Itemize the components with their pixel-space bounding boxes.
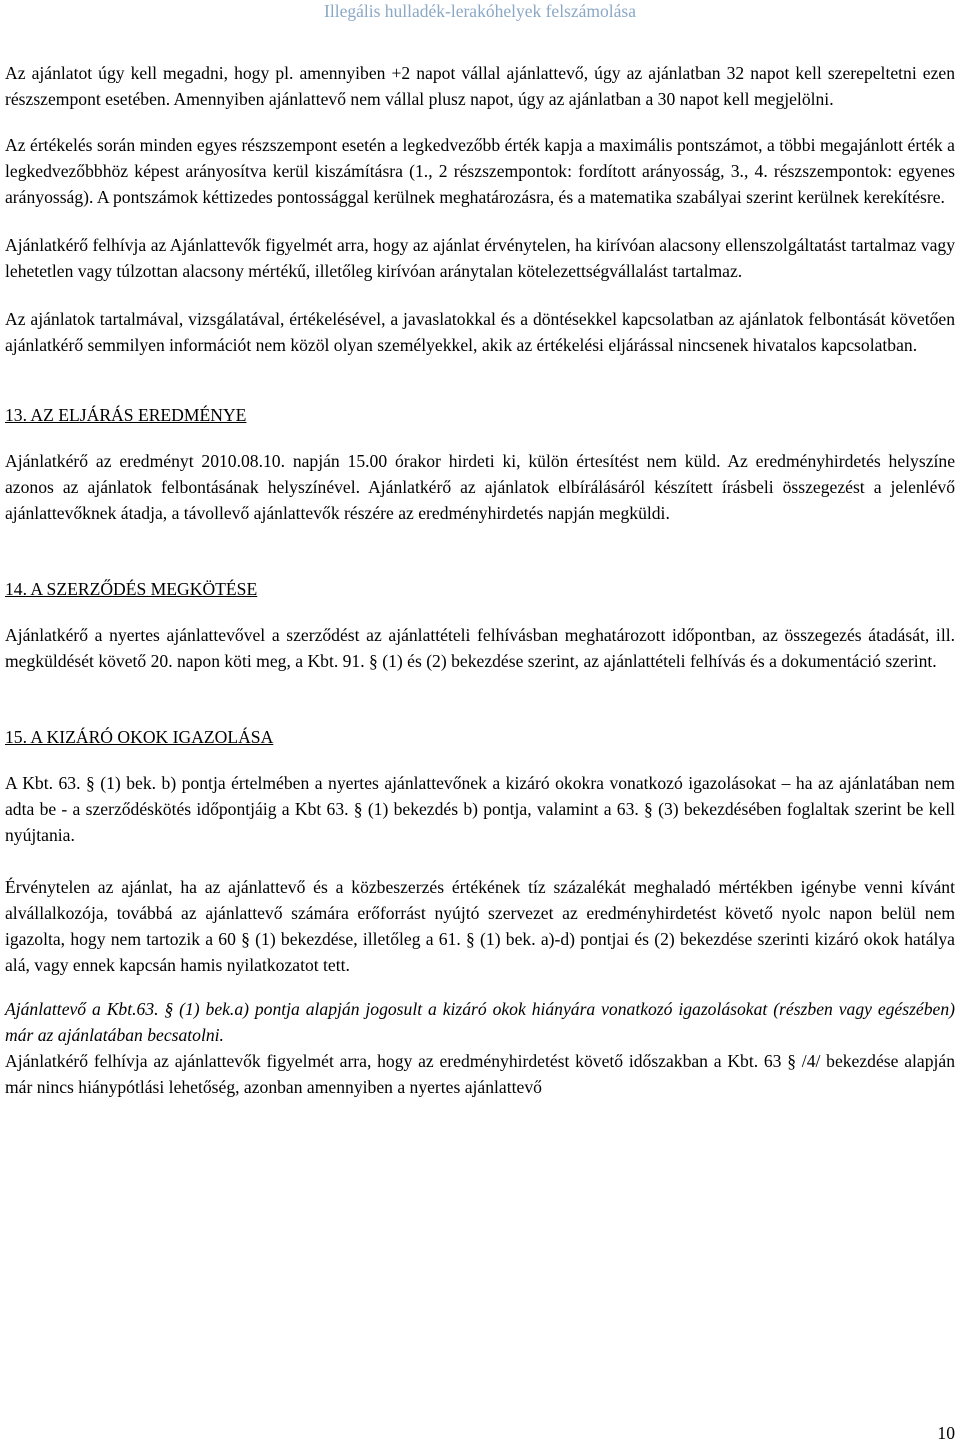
- paragraph-no-remedy: Ajánlatkérő felhívja az ajánlattevők figyelmét arra, hogy az eredményhirdetést követő időszakban a Kbt. 63 § /4/ bekezdése alapján már nincs hiánypótlási lehetőség, azonban amennyiben a nyertes ajánlattevő: [5, 1051, 955, 1097]
- paragraph-offer-days: Az ajánlatot úgy kell megadni, hogy pl. amennyiben +2 napot vállal ajánlattevő, úgy az ajánlatban 32 napot kell szerepeltetni ezen részszempont esetében. Amennyiben ajánlattevő nem vállal plusz napot, úgy az ajánlatban a 30 napot kell megjelölni.: [5, 63, 955, 109]
- paragraph-result: Ajánlatkérő az eredményt 2010.08.10. napján 15.00 órakor hirdeti ki, külön értesítést nem küld. Az eredményhirdetés helyszíne azonos az ajánlatok felbontásának helyszínével. Ajánlatkérő az ajánlatok elbírálásáról készített írásbeli összegezést a jelenlévő ajánlattevőknek átadja, a távollevő ajánlattevők részére az eredményhirdetés napján megküldi.: [5, 451, 955, 523]
- paragraph-evaluation: Az értékelés során minden egyes részszempont esetén a legkedvezőbb érték kapja a maximális pontszámot, a többi megajánlott érték a legkedvezőbbhöz képest arányosítva kerül kiszámításra (1., 2 részszempontok: fordított arányosság, 3., 4. részszempontok: egyenes arányosság). A pontszámok kéttizedes pontossággal kerülnek meghatározásra, és a matematika szabályai szerint kerülnek kerekítésre.: [5, 135, 955, 207]
- paragraph-confidentiality: Az ajánlatok tartalmával, vizsgálatával, értékelésével, a javaslatokkal és a döntésekkel kapcsolatban az ajánlatok felbontását követően ajánlatkérő semmilyen információt nem közöl olyan személyekkel, akik az értékelési eljárással nincsenek hivatalos kapcsolatban.: [5, 309, 955, 355]
- paragraph-invalidity: Érvénytelen az ajánlat, ha az ajánlattevő és a közbeszerzés értékének tíz százalékát meghaladó mértékben igénybe venni kívánt alvállalkozója, továbbá az ajánlattevő számára erőforrást nyújtó szervezet az eredményhirdetést követő nyolc napon belül nem igazolta, hogy nem tartozik a 60 § (1) bekezdése, illetőleg a 61. § (1) bek. a)-d) pontjai és (2) bekezdése szerinti kizáró okok hatálya alá, vagy ennek kapcsán hamis nyilatkozatot tett.: [5, 877, 955, 975]
- paragraph-contract: Ajánlatkérő a nyertes ajánlattevővel a szerződést az ajánlattételi felhívásban meghatározott időpontban, az összegezés átadását, ill. megküldését követő 20. napon köti meg, a Kbt. 91. § (1) és (2) bekezdése szerint, az ajánlattételi felhívás és a dokumentáció szerint.: [5, 625, 955, 671]
- document-body: [5, 60, 955, 1100]
- paragraph-optional-proof: Ajánlattevő a Kbt.63. § (1) bek.a) pontja alapján jogosult a kizáró okok hiányára vonatkozó igazolásokat (részben vagy egészében) már az ajánlatában becsatolni.: [5, 999, 955, 1045]
- paragraph-exclusion-proof: A Kbt. 63. § (1) bek. b) pontja értelmében a nyertes ajánlattevőnek a kizáró okokra vonatkozó igazolásokat – ha az ajánlatában nem adta be - a szerződéskötés időpontjáig a Kbt 63. § (1) bekezdés b) pontja, valamint a 63. § (3) bekezdésében foglaltak szerint be kell nyújtania.: [5, 773, 955, 845]
- running-header: Illegális hulladék-lerakóhelyek felszámolása: [324, 1, 636, 21]
- section-heading-15: 15. A KIZÁRÓ OKOK IGAZOLÁSA: [5, 727, 274, 747]
- page-number: 10: [937, 1423, 955, 1443]
- section-heading-13: 13. AZ ELJÁRÁS EREDMÉNYE: [5, 405, 247, 425]
- section-heading-14: 14. A SZERZŐDÉS MEGKÖTÉSE: [5, 579, 258, 599]
- paragraph-invalid-offer: Ajánlatkérő felhívja az Ajánlattevők figyelmét arra, hogy az ajánlat érvénytelen, ha kirívóan alacsony ellenszolgáltatást tartalmaz vagy lehetetlen vagy túlzottan alacsony mértékű, illetőleg kirívóan aránytalan kötelezettségvállalást tartalmaz.: [5, 235, 955, 281]
